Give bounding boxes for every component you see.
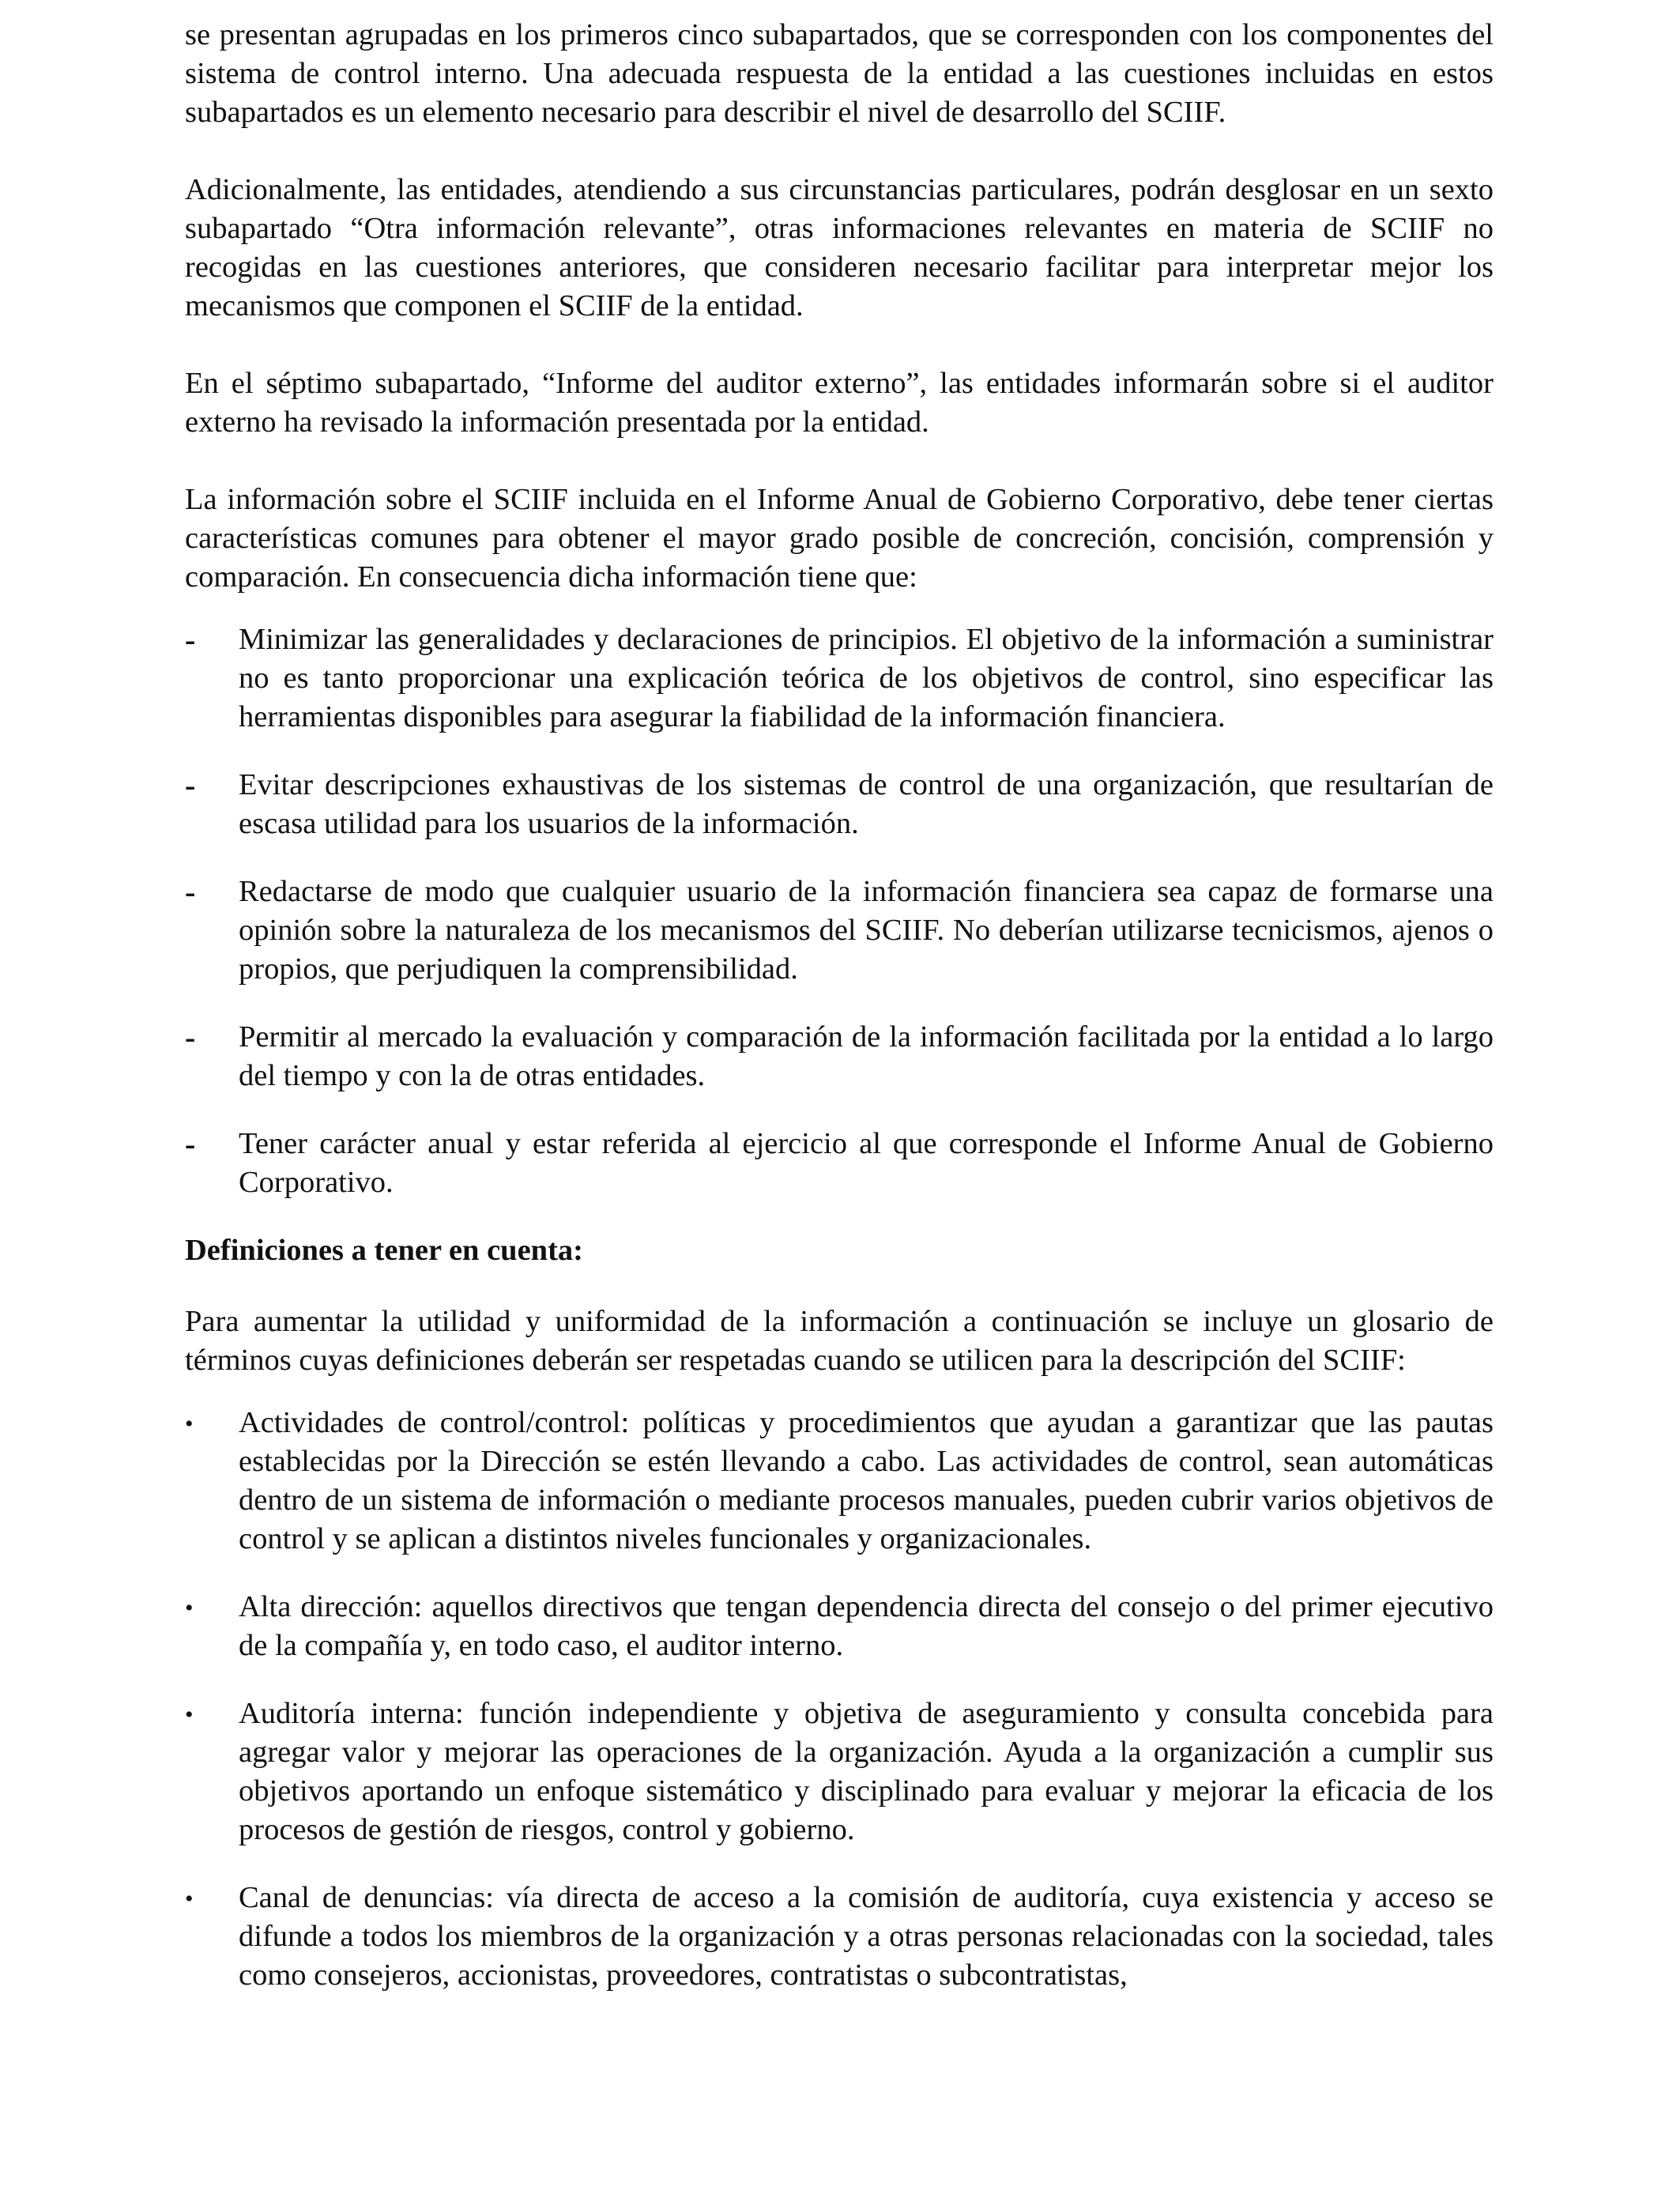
list-item: [185, 1879, 1494, 1995]
list-item: [185, 1404, 1494, 1559]
list-item-text: Canal de denuncias: vía directa de acceso a la comisión de auditoría, cuya existencia y acceso se difunde a todos los miembros de la organización y a otras personas relacionadas con la sociedad, tales como consejeros, accionistas, proveedores, contratistas o subcontratistas,: [239, 1881, 1494, 1992]
list-item: [185, 1125, 1494, 1202]
paragraph-seventh-subsection: En el séptimo subapartado, “Informe del auditor externo”, las entidades informarán sobre si el auditor externo ha revisado la información presentada por la entidad.: [185, 367, 1494, 439]
section-heading: Definiciones a tener en cuenta:: [185, 1234, 583, 1267]
bullet-marker: •: [185, 1411, 194, 1437]
dash-marker: -: [185, 1020, 196, 1055]
list-item-text: Alta dirección: aquellos directivos que tengan dependencia directa del consejo o del primer ejecutivo de la compañía y, en todo caso, el auditor interno.: [239, 1590, 1494, 1662]
list-item-text: Evitar descripciones exhaustivas de los sistemas de control de una organización, que resultarían de escasa utilidad para los usuarios de la información.: [239, 768, 1494, 840]
paragraph-sections-intro: se presentan agrupadas en los primeros cinco subapartados, que se corresponden con los componentes del sistema de control interno. Una adecuada respuesta de la entidad a las cuestiones incluidas en estos subapartados es un elemento necesario para describir el nivel de desarrollo del SCIIF.: [185, 18, 1494, 129]
list-item: [185, 766, 1494, 843]
dash-marker: -: [185, 767, 196, 803]
requirements-list: [185, 620, 1494, 1202]
paragraph-sixth-subsection: Adicionalmente, las entidades, atendiendo a sus circunstancias particulares, podrán desglosar en un sexto subapartado “Otra información relevante”, otras informaciones relevantes en materia de SCIIF no recogidas en las cuestiones anteriores, que consideren necesario facilitar para interpretar mejor los mecanismos que componen el SCIIF de la entidad.: [185, 173, 1494, 322]
list-item-text: Redactarse de modo que cualquier usuario de la información financiera sea capaz de formarse una opinión sobre la naturaleza de los mecanismos del SCIIF. No deberían utilizarse tecnicismos, ajenos o propios, que perjudiquen la comprensibilidad.: [239, 875, 1494, 986]
list-item-text: Tener carácter anual y estar referida al ejercicio al que corresponde el Informe Anual de Gobierno Corporativo.: [239, 1127, 1494, 1199]
glossary-list: [185, 1404, 1494, 1995]
paragraph-sciif-characteristics: La información sobre el SCIIF incluida en el Informe Anual de Gobierno Corporativo, debe tener ciertas características comunes para obtener el mayor grado posible de concreción, concisión, comprensión y comparación. En consecuencia dicha información tiene que:: [185, 483, 1494, 594]
list-item: [185, 620, 1494, 737]
list-item-text: Permitir al mercado la evaluación y comparación de la información facilitada por la entidad a lo largo del tiempo y con la de otras entidades.: [239, 1020, 1494, 1092]
dash-marker: -: [185, 1126, 196, 1162]
list-item-text: Actividades de control/control: políticas y procedimientos que ayudan a garantizar que las pautas establecidas por la Dirección se estén llevando a cabo. Las actividades de control, sean automáticas dentro de un sistema de información o mediante procesos manuales, pueden cubrir varios objetivos de control y se aplican a distintos niveles funcionales y organizacionales.: [239, 1406, 1494, 1555]
bullet-marker: •: [185, 1886, 194, 1912]
list-item-text: Minimizar las generalidades y declaraciones de principios. El objetivo de la información a suministrar no es tanto proporcionar una explicación teórica de los objetivos de control, sino especificar las herramientas disponibles para asegurar la fiabilidad de la información financiera.: [239, 623, 1494, 733]
bullet-marker: •: [185, 1595, 194, 1621]
bullet-marker: •: [185, 1702, 194, 1728]
list-item: [185, 1695, 1494, 1849]
list-item-text: Auditoría interna: función independiente y objetiva de aseguramiento y consulta concebida para agregar valor y mejorar las operaciones de la organización. Ayuda a la organización a cumplir sus objetivos aportando un enfoque sistemático y disciplinado para evaluar y mejorar la eficacia de los procesos de gestión de riesgos, control y gobierno.: [239, 1697, 1494, 1846]
document-page: [185, 16, 1494, 2024]
dash-marker: -: [185, 874, 196, 910]
list-item: [185, 873, 1494, 989]
list-item: [185, 1018, 1494, 1095]
dash-marker: -: [185, 622, 196, 658]
paragraph-glossary-intro: Para aumentar la utilidad y uniformidad de la información a continuación se incluye un glosario de términos cuyas definiciones deberán ser respetadas cuando se utilicen para la descripción del SCIIF:: [185, 1305, 1494, 1377]
list-item: [185, 1588, 1494, 1665]
